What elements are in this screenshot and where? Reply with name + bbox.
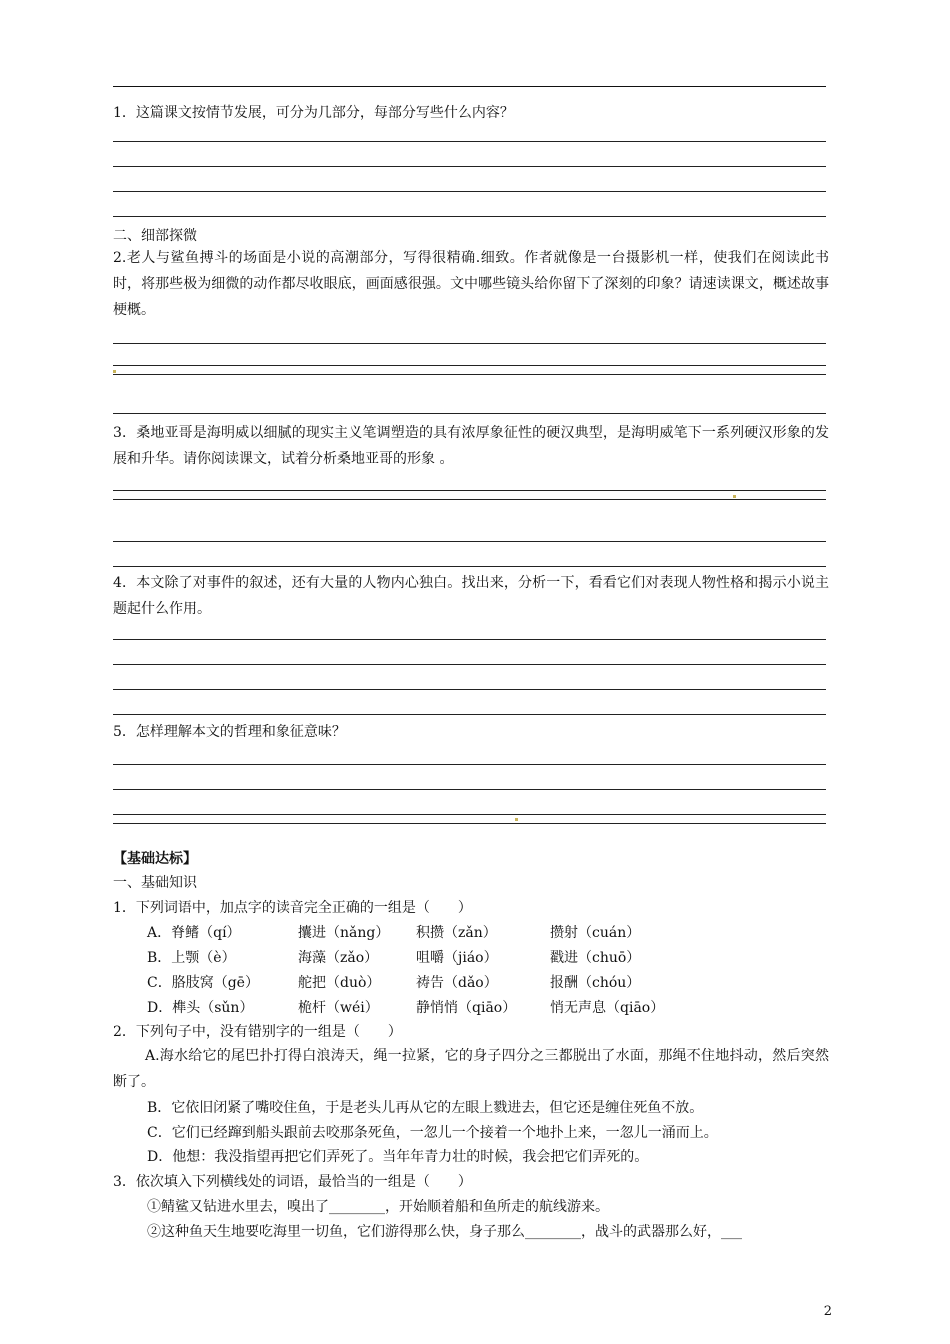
answer-line bbox=[113, 216, 826, 217]
basic-question-2: 2．下列句子中，没有错别字的一组是（ ） bbox=[113, 1024, 402, 1040]
answer-line bbox=[113, 566, 826, 567]
answer-line bbox=[113, 689, 826, 690]
option-2a: A.海水给它的尾巴扑打得白浪涛天，绳一拉紧，它的身子四分之三都脱出了水面，那绳不住地抖动，然后突然断了。 bbox=[113, 1048, 829, 1090]
answer-line bbox=[113, 413, 826, 414]
option-2d: D．他想：我没指望再把它们弄死了。当年年青力壮的时候，我会把它们弄死的。 bbox=[147, 1149, 649, 1165]
sentence-3-1: ①鲭鲨又钻进水里去，嗅出了________，开始顺着船和鱼所走的航线游来。 bbox=[147, 1199, 609, 1215]
scan-speck bbox=[113, 370, 116, 373]
sentence-3-2: ②这种鱼天生地要吃海里一切鱼，它们游得那么快，身子那么________，战斗的武器那么好，___ bbox=[147, 1224, 742, 1240]
top-rule bbox=[113, 86, 826, 87]
option-d-2: 桅杆（wéi） bbox=[298, 1000, 379, 1016]
answer-line bbox=[113, 664, 826, 665]
scan-speck bbox=[733, 495, 736, 498]
basic-question-3: 3．依次填入下列横线处的词语，最恰当的一组是（ ） bbox=[113, 1174, 472, 1190]
answer-line bbox=[113, 789, 826, 790]
option-d-4: 悄无声息（qiāo） bbox=[550, 1000, 665, 1016]
option-d-3: 静悄悄（qiāo） bbox=[416, 1000, 517, 1016]
scan-speck bbox=[515, 818, 518, 821]
option-b-3: 咀嚼（jiáo） bbox=[416, 950, 498, 966]
question-3: 3．桑地亚哥是海明威以细腻的现实主义笔调塑造的具有浓厚象征性的硬汉典型，是海明威笔下一系列硬汉形象的发展和升华。请你阅读课文，试着分析桑地亚哥的形象 。 bbox=[113, 425, 829, 467]
option-c-3: 祷告（dǎo） bbox=[416, 975, 498, 991]
option-c-1: C．胳肢窝（gē） bbox=[147, 975, 259, 991]
answer-line bbox=[113, 499, 826, 500]
answer-line bbox=[113, 823, 826, 824]
option-d-1: D．榫头（sǔn） bbox=[147, 1000, 254, 1016]
question-1: 1．这篇课文按情节发展，可分为几部分，每部分写些什么内容？ bbox=[113, 105, 514, 121]
answer-line bbox=[113, 191, 826, 192]
question-2: 2.老人与鲨鱼搏斗的场面是小说的高潮部分，写得很精确.细致。作者就像是一台摄影机一样，使我们在阅读此书时，将那些极为细微的动作都尽收眼底，画面感很强。文中哪些镜头给你留下了深刻的印象？请速读课文，概述故事梗概。 bbox=[113, 250, 829, 318]
answer-line bbox=[113, 541, 826, 542]
option-a-3: 积攒（zǎn） bbox=[416, 925, 497, 941]
option-b-4: 戳进（chuō） bbox=[550, 950, 641, 966]
option-c-4: 报酬（chóu） bbox=[550, 975, 641, 991]
answer-line bbox=[113, 374, 826, 375]
answer-line bbox=[113, 814, 826, 815]
section-title-detail: 二、细部探微 bbox=[113, 228, 197, 244]
answer-line bbox=[113, 639, 826, 640]
basic-question-1: 1．下列词语中，加点字的读音完全正确的一组是（ ） bbox=[113, 900, 472, 916]
option-b-2: 海藻（zǎo） bbox=[298, 950, 379, 966]
answer-line bbox=[113, 166, 826, 167]
option-a-4: 攒射（cuán） bbox=[550, 925, 641, 941]
option-b-1: B．上颚（è） bbox=[147, 950, 236, 966]
option-2c: C．它们已经蹿到船头跟前去咬那条死鱼，一忽儿一个接着一个地扑上来，一忽儿一涌而上。 bbox=[147, 1125, 718, 1141]
page-number: 2 bbox=[823, 1304, 832, 1319]
answer-line bbox=[113, 365, 826, 366]
section-title-basic: 【基础达标】 bbox=[113, 851, 197, 867]
option-a-2: 攮进（nǎng） bbox=[298, 925, 390, 941]
subsection-title: 一、基础知识 bbox=[113, 875, 197, 891]
option-a-1: A．脊鳍（qí） bbox=[147, 925, 241, 941]
answer-line bbox=[113, 141, 826, 142]
answer-line bbox=[113, 714, 826, 715]
question-4: 4．本文除了对事件的叙述，还有大量的人物内心独白。找出来，分析一下，看看它们对表现人物性格和揭示小说主题起什么作用。 bbox=[113, 575, 829, 617]
answer-line bbox=[113, 343, 826, 344]
answer-line bbox=[113, 764, 826, 765]
option-c-2: 舵把（duò） bbox=[298, 975, 381, 991]
question-5: 5．怎样理解本文的哲理和象征意味？ bbox=[113, 724, 346, 740]
answer-line bbox=[113, 490, 826, 491]
option-2b: B．它依旧闭紧了嘴咬住鱼，于是老头儿再从它的左眼上戮进去，但它还是缠住死鱼不放。 bbox=[147, 1100, 704, 1116]
